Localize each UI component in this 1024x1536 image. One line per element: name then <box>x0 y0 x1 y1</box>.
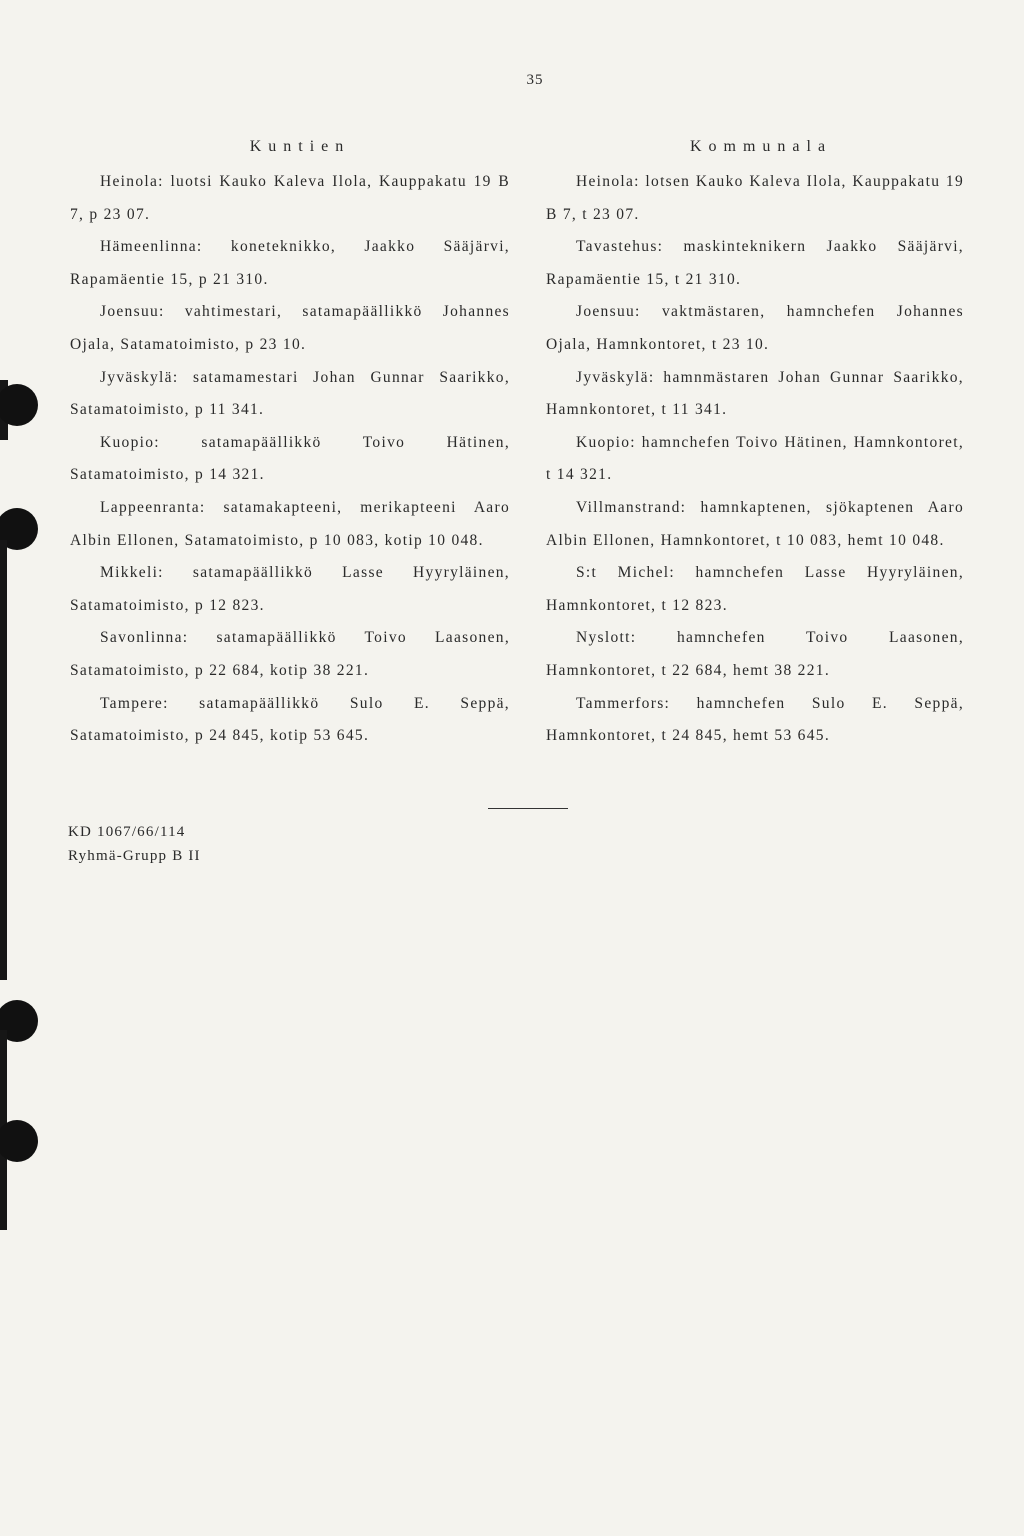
binder-edge-mid <box>0 540 7 980</box>
right-column-swedish <box>546 136 976 753</box>
left-entry-kuopio: Kuopio: satamapäällikkö Toivo Hätinen, Satamatoimisto, p 14 321. <box>70 433 510 484</box>
right-entry-joensuu: Joensuu: vaktmästaren, hamnchefen Johannes Ojala, Hamnkontoret, t 23 10. <box>546 303 964 353</box>
right-entry-tavastehus: Tavastehus: maskinteknikern Jaakko Sääjärvi, Rapamäentie 15, t 21 310. <box>546 238 964 288</box>
left-entry-hameenlinna: Hämeenlinna: koneteknikko, Jaakko Sääjärvi, Rapamäentie 15, p 21 310. <box>70 238 510 288</box>
left-entry-joensuu: Joensuu: vahtimestari, satamapäällikkö Johannes Ojala, Satamatoimisto, p 23 10. <box>70 303 510 353</box>
footer <box>68 820 201 868</box>
right-entry-nyslott: Nyslott: hamnchefen Toivo Laasonen, Hamnkontoret, t 22 684, hemt 38 221. <box>546 629 964 679</box>
binder-hole-4 <box>0 1120 38 1162</box>
left-entry-mikkeli: Mikkeli: satamapäällikkö Lasse Hyyryläinen, Satamatoimisto, p 12 823. <box>70 564 510 614</box>
right-column-heading: Kommunala <box>689 138 833 155</box>
left-column-finnish <box>70 136 520 753</box>
footer-reference: KD 1067/66/114 <box>68 824 186 840</box>
right-entry-kuopio: Kuopio: hamnchefen Toivo Hätinen, Hamnkontoret, t 14 321. <box>546 433 964 484</box>
binder-hole-1 <box>0 384 38 426</box>
left-entry-jyvaskyla: Jyväskylä: satamamestari Johan Gunnar Saarikko, Satamatoimisto, p 11 341. <box>70 368 510 419</box>
left-column-heading: Kuntien <box>249 138 351 155</box>
left-entry-savonlinna: Savonlinna: satamapäällikkö Toivo Laasonen, Satamatoimisto, p 22 684, kotip 38 221. <box>70 629 510 679</box>
right-entry-jyvaskyla: Jyväskylä: hamnmästaren Johan Gunnar Saarikko, Hamnkontoret, t 11 341. <box>546 368 964 419</box>
page-number: 35 <box>526 72 544 88</box>
right-entry-st-michel: S:t Michel: hamnchefen Lasse Hyyryläinen, Hamnkontoret, t 12 823. <box>546 564 964 614</box>
left-entry-heinola: Heinola: luotsi Kauko Kaleva Ilola, Kauppakatu 19 B 7, p 23 07. <box>70 173 510 223</box>
section-divider <box>488 808 568 809</box>
left-entry-lappeenranta: Lappeenranta: satamakapteeni, merikapteeni Aaro Albin Ellonen, Satamatoimisto, p 10 083, kotip 10 048. <box>70 498 510 549</box>
left-entry-tampere: Tampere: satamapäällikkö Sulo E. Seppä, Satamatoimisto, p 24 845, kotip 53 645. <box>70 694 510 745</box>
footer-group: Ryhmä-Grupp B II <box>68 848 201 864</box>
right-entry-heinola: Heinola: lotsen Kauko Kaleva Ilola, Kauppakatu 19 B 7, t 23 07. <box>546 173 964 223</box>
right-entry-tammerfors: Tammerfors: hamnchefen Sulo E. Seppä, Hamnkontoret, t 24 845, hemt 53 645. <box>546 694 964 745</box>
right-entry-villmanstrand: Villmanstrand: hamnkaptenen, sjökaptenen Aaro Albin Ellonen, Hamnkontoret, t 10 083, hemt 10 048. <box>546 498 964 549</box>
